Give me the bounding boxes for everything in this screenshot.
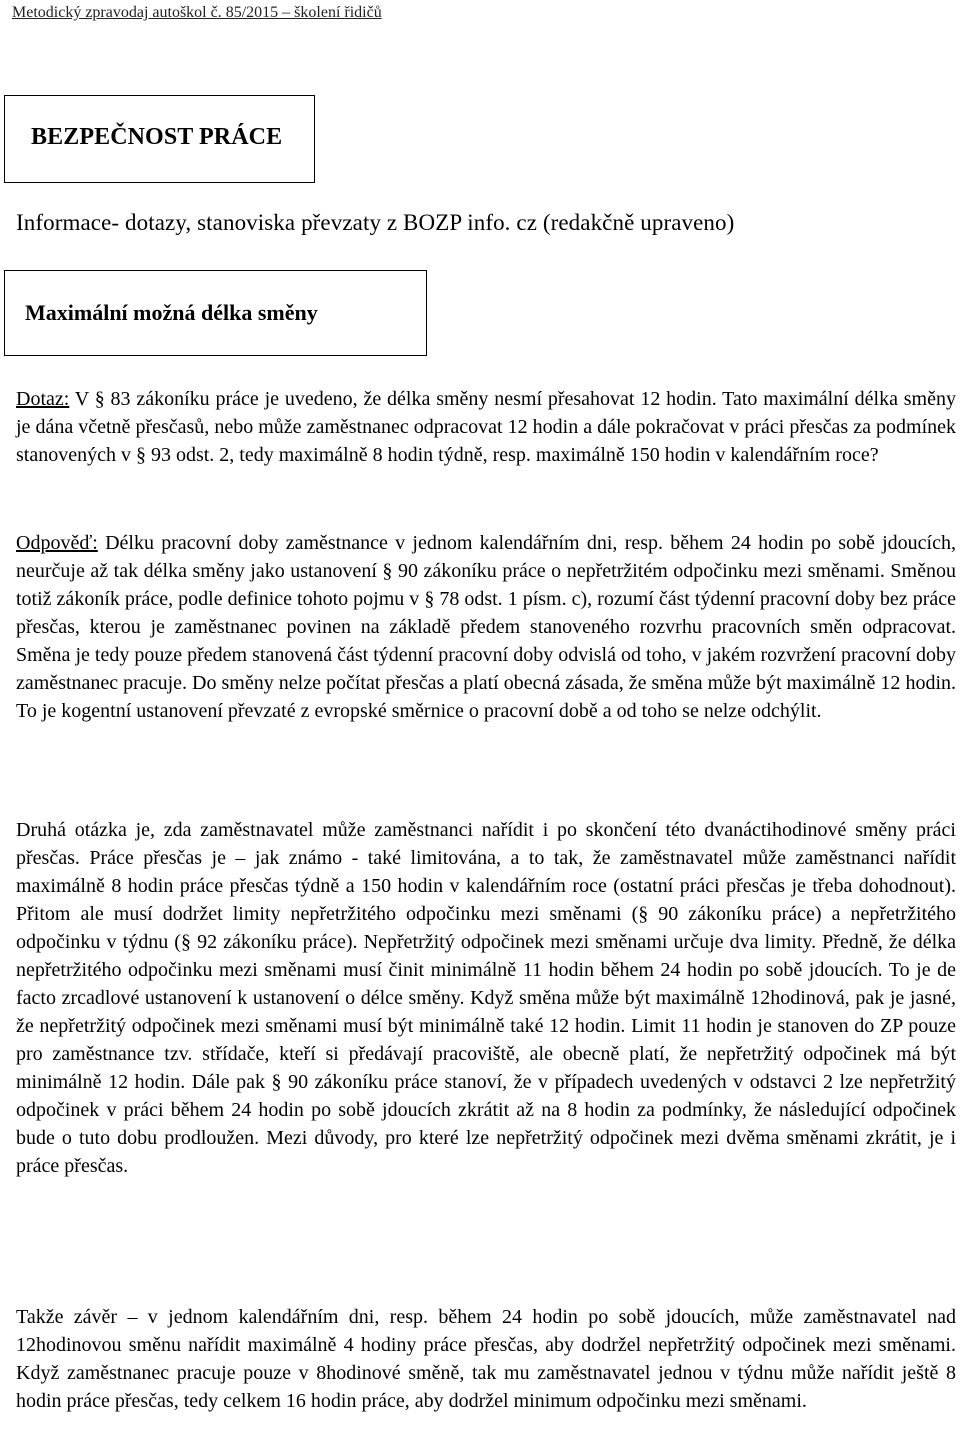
conclusion-paragraph: Takže závěr – v jednom kalendářním dni, resp. během 24 hodin po sobě jdoucích, může zaměstnavatel nad 12hodinovou směnu nařídit maximálně 4 hodiny práce přesčas, aby dodržel nepřetržitý odpočinek mezi směnami. Když zaměstnanec pracuje pouze v 8hodinové směně, tak mu zaměstnavatel jednou v týdnu může nařídit ještě 8 hodin práce přesčas, tedy celkem 16 hodin práce, aby dodržel minimum odpočinku mezi směnami. bbox=[16, 1306, 956, 1412]
question-label: Dotaz: bbox=[16, 388, 70, 410]
second-question-paragraph: Druhá otázka je, zda zaměstnavatel může zaměstnanci nařídit i po skončení této dvanáctihodinové směny práci přesčas. Práce přesčas je – jak známo - také limitována, a to tak, že zaměstnavatel může zaměstnanci nařídit maximálně 8 hodin práce přesčas týdně a 150 hodin v kalendářním roce (ostatní práci přesčas je třeba dohodnout). Přitom ale musí dodržet limity nepřetržitého odpočinku mezi směnami (§ 90 zákoníku práce) a nepřetržitého odpočinku v týdnu (§ 92 zákoníku práce). Nepřetržitý odpočinek mezi směnami určuje dva limity. Předně, že délka nepřetržitého odpočinku mezi směnami musí činit minimálně 11 hodin během 24 hodin po sobě jdoucích. To je de facto zrcadlové ustanovení k ustanovení o délce směny. Když směna může být maximálně 12hodinová, pak je jasné, že nepřetržitý odpočinek mezi směnami musí být minimálně také 12 hodin. Limit 11 hodin je stanoven do ZP pouze pro zaměstnance tzv. střídače, kteří si předávají pracoviště, ale obecně platí, že nepřetržitý odpočinek má být minimálně 12 hodin. Dále pak § 90 zákoníku práce stanoví, že v případech uvedených v odstavci 2 lze nepřetržitý odpočinek v práci během 24 hodin po sobě jdoucích zkrátit až na 8 hodin za podmínky, že následující odpočinek bude o tuto dobu prodloužen. Mezi důvody, pro které lze nepřetržitý odpočinek mezi dvěma směnami zkrátit, je i práce přesčas. bbox=[16, 819, 956, 1177]
question-paragraph bbox=[16, 385, 956, 469]
section-title: BEZPEČNOST PRÁCE bbox=[31, 124, 283, 150]
answer-text: Délku pracovní doby zaměstnance v jednom kalendářním dni, resp. během 24 hodin po sobě jdoucích, neurčuje až tak délka směny jako ustanovení § 90 zákoníku práce o nepřetržitém odpočinku mezi směnami. Směnou totiž zákoník práce, podle definice tohoto pojmu v § 78 odst. 1 písm. c), rozumí část týdenní pracovní doby bez práce přesčas, kterou je zaměstnanec povinen na základě předem stanoveného rozvrhu pracovních směn odpracovat. Směna je tedy pouze předem stanovená část týdenní pracovní doby odvislá od toho, v jakém rozvržení pracovní doby zaměstnanec pracuje. Do směny nelze počítat přesčas a platí obecná zásada, že směna může být maximálně 12 hodin. To je kogentní ustanovení převzaté z evropské směrnice o pracovní době a od toho se nelze odchýlit. bbox=[16, 532, 956, 722]
document-header: Metodický zpravodaj autoškol č. 85/2015 – školení řidičů bbox=[12, 4, 382, 21]
section-title-box bbox=[4, 95, 315, 183]
topic-title-box bbox=[4, 270, 427, 356]
topic-title: Maximální možná délka směny bbox=[25, 300, 318, 325]
question-text: V § 83 zákoníku práce je uvedeno, že délka směny nesmí přesahovat 12 hodin. Tato maximální délka směny je dána včetně přesčasů, nebo může zaměstnanec odpracovat 12 hodin a dále pokračovat v práci přesčas za podmínek stanovených v § 93 odst. 2, tedy maximálně 8 hodin týdně, resp. maximálně 150 hodin v kalendářním roce? bbox=[16, 388, 956, 466]
source-line: Informace- dotazy, stanoviska převzaty z BOZP info. cz (redakčně upraveno) bbox=[16, 210, 735, 235]
answer-label: Odpověď: bbox=[16, 532, 98, 554]
answer-paragraph bbox=[16, 529, 956, 725]
